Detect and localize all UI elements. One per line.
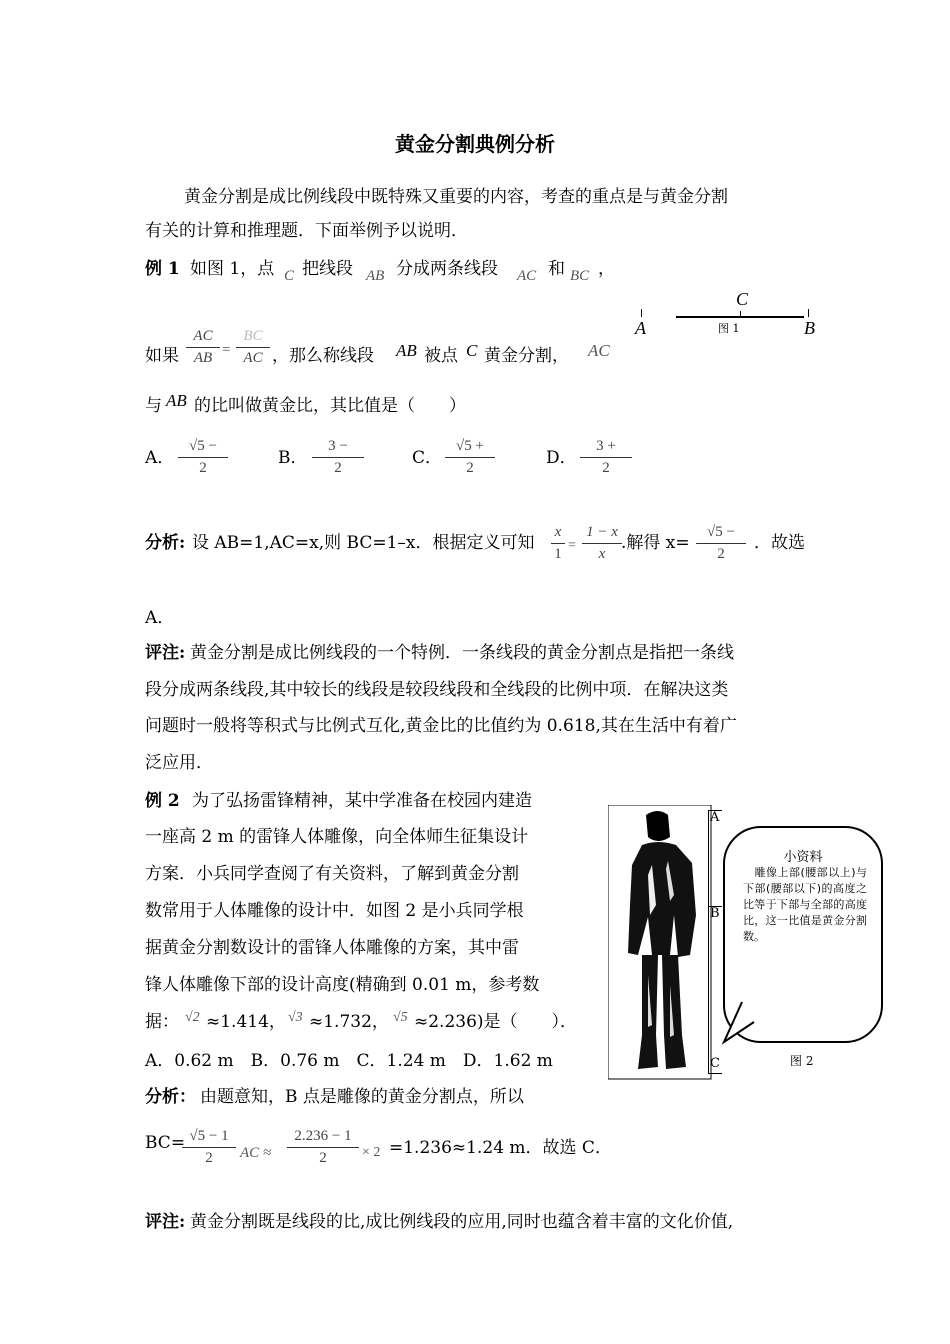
fraction-denominator: AB xyxy=(193,350,213,366)
option-a-fraction xyxy=(178,438,228,477)
fraction-bar xyxy=(182,1147,236,1148)
statue-image xyxy=(608,805,712,1080)
sqrt-2: √2 xyxy=(185,1010,200,1025)
option-a-label: A． xyxy=(145,448,175,468)
fraction-numeric xyxy=(287,1128,359,1167)
example1-text: 把线段 xyxy=(302,259,353,279)
example1-text: ， xyxy=(598,259,615,279)
var-bc: BC xyxy=(570,268,590,284)
fraction-1-minus-x xyxy=(582,524,622,563)
intro-line-2: 有关的计算和推理题．下面举例予以说明． xyxy=(145,221,468,241)
fraction-numerator: BC xyxy=(243,328,263,344)
fraction-numerator: 3 − xyxy=(328,438,348,454)
example2-line: 据： xyxy=(145,1012,179,1032)
example1-text: 与 xyxy=(145,396,162,416)
equals-sign: = xyxy=(222,342,231,358)
tick-c xyxy=(740,311,741,317)
fraction-bar xyxy=(186,347,220,348)
point-label-c: C xyxy=(736,289,749,309)
intro-line-1: 黄金分割是成比例线段中既特殊又重要的内容，考查的重点是与黄金分割 xyxy=(184,187,728,207)
option-b-fraction xyxy=(312,438,364,477)
var-ac-approx: AC ≈ xyxy=(240,1145,272,1161)
page-title: 黄金分割典例分析 xyxy=(395,132,555,156)
example2-line: 一座高 2 m 的雷锋人体雕像，向全体师生征集设计 xyxy=(145,827,529,847)
var-ab: AB xyxy=(396,341,417,360)
example1-text: ，那么称线段 xyxy=(272,346,374,366)
example2-label: 例 2 xyxy=(145,791,180,811)
analysis-text: 设 AB=1,AC=x,则 BC=1–x．根据定义可知 xyxy=(192,533,535,553)
analysis-label: 分析： xyxy=(145,1087,196,1107)
fraction-denominator: 2 xyxy=(199,460,207,476)
sqrt-5: √5 xyxy=(393,1010,408,1025)
analysis-label: 分析: xyxy=(145,533,186,553)
value-sqrt-2: ≈1.414， xyxy=(206,1012,286,1032)
option-b-label: B． xyxy=(278,448,308,468)
point-label-a: A xyxy=(635,318,646,338)
tick-a xyxy=(641,309,642,317)
example2-options: A．0.62 m B．0.76 m C．1.24 m D．1.62 m xyxy=(145,1051,553,1071)
analysis-answer: A． xyxy=(145,608,175,628)
option-d-fraction xyxy=(580,438,632,477)
example2-line: 锋人体雕像下部的设计高度(精确到 0.01 m，参考数 xyxy=(145,975,540,995)
fraction-x-1 xyxy=(551,524,565,563)
comment-line: 黄金分割是成比例线段的一个特例．一条线段的黄金分割点是指把一条线 xyxy=(190,643,734,663)
fraction-bar xyxy=(580,457,632,458)
bubble-text: 雕像上部(腰部以上)与下部(腰部以下)的高度之比等于下部与全部的高度比，这一比值是黄金分割数。 xyxy=(743,866,867,943)
fraction-ac-ab xyxy=(186,328,220,367)
fraction-denominator: 2 xyxy=(319,1150,327,1166)
fraction-numerator: x xyxy=(554,524,562,540)
comment-line: 问题时一般将等积式与比例式互化,黄金比的比值约为 0.618,其在生活中有着广 xyxy=(145,716,737,736)
example1-text: 和 xyxy=(548,259,565,279)
comment-line: 泛应用． xyxy=(145,753,213,773)
example1-label: 例 1 xyxy=(145,259,180,279)
fraction-denominator: 2 xyxy=(205,1150,213,1166)
fraction-denominator: x xyxy=(598,546,606,562)
example2-line: 数常用于人体雕像的设计中．如图 2 是小兵同学根 xyxy=(145,901,524,921)
fraction-bar xyxy=(312,457,364,458)
fraction-answer xyxy=(696,524,746,563)
fraction-sqrt5-minus-1 xyxy=(182,1128,236,1167)
value-sqrt-3: ≈1.732， xyxy=(309,1012,389,1032)
point-label-a: A xyxy=(710,810,720,825)
example1-text: 黄金分割， xyxy=(484,346,569,366)
var-ab: AB xyxy=(166,391,187,410)
var-ab: AB xyxy=(366,268,385,284)
example2-line: 为了弘扬雷锋精神，某中学准备在校园内建造 xyxy=(192,791,532,811)
point-label-c: C xyxy=(710,1056,720,1071)
fraction-denominator: 2 xyxy=(466,460,474,476)
fraction-bar xyxy=(236,347,270,348)
times-two: × 2 xyxy=(362,1145,381,1160)
example1-text: 的比叫做黄金比，其比值是（ ） xyxy=(194,396,466,416)
fraction-bc-ac xyxy=(236,328,270,367)
point-label-b: B xyxy=(804,318,815,338)
var-c: C xyxy=(466,341,478,360)
fraction-numerator: √5 + xyxy=(456,438,484,454)
fraction-denominator: 2 xyxy=(717,546,725,562)
sqrt-3: √3 xyxy=(288,1010,303,1025)
fraction-denominator: 2 xyxy=(334,460,342,476)
fraction-bar xyxy=(445,457,495,458)
point-label-b: B xyxy=(710,906,720,921)
example1-text: 被点 xyxy=(424,346,458,366)
analysis-text: .解得 x= xyxy=(621,533,690,553)
fraction-numerator: √5 − xyxy=(189,438,217,454)
comment-label: 评注: xyxy=(145,643,186,663)
fraction-numerator: 2.236 − 1 xyxy=(294,1128,352,1144)
fraction-numerator: √5 − 1 xyxy=(189,1128,229,1144)
comment-line: 黄金分割既是线段的比,成比例线段的应用,同时也蕴含着丰富的文化价值, xyxy=(190,1212,734,1232)
figure-1-caption: 图 1 xyxy=(718,322,740,335)
option-c-label: C． xyxy=(412,448,443,468)
comment-label: 评注: xyxy=(145,1212,186,1232)
var-ac: AC xyxy=(588,341,610,360)
example1-text: 如图 1，点 xyxy=(190,259,275,279)
fraction-bar xyxy=(287,1147,359,1148)
tick-b xyxy=(808,309,809,317)
example1-text: 分成两条线段 xyxy=(396,259,498,279)
fraction-numerator: AC xyxy=(193,328,213,344)
analysis-text: ．故选 xyxy=(754,533,805,553)
fraction-denominator: 2 xyxy=(602,460,610,476)
fraction-numerator: 1 − x xyxy=(586,524,618,540)
bubble-title: 小资料 xyxy=(783,850,823,865)
figure-2-caption: 图 2 xyxy=(790,1054,814,1068)
tick-c xyxy=(708,1073,722,1074)
fraction-denominator: AC xyxy=(243,350,263,366)
comment-line: 段分成两条线段,其中较长的线段是较段线段和全线段的比例中项．在解决这类 xyxy=(145,680,729,700)
var-ac: AC xyxy=(517,268,537,284)
var-c: C xyxy=(284,268,295,284)
fraction-bar xyxy=(551,543,565,544)
option-c-fraction xyxy=(445,438,495,477)
example2-line: 据黄金分割数设计的雷锋人体雕像的方案，其中雷 xyxy=(145,938,519,958)
example2-line: 方案．小兵同学查阅了有关资料，了解到黄金分割 xyxy=(145,864,519,884)
fraction-bar xyxy=(178,457,228,458)
fraction-denominator: 1 xyxy=(554,546,562,562)
analysis-text: 由题意知，B 点是雕像的黄金分割点，所以 xyxy=(200,1087,524,1107)
height-line xyxy=(708,810,709,1074)
fraction-bar xyxy=(696,543,746,544)
example1-text: 如果 xyxy=(145,346,179,366)
option-d-label: D． xyxy=(546,448,577,468)
analysis-text: BC= xyxy=(145,1133,186,1153)
fraction-numerator: 3 + xyxy=(596,438,616,454)
equals-sign: = xyxy=(568,538,576,553)
fraction-numerator: √5 − xyxy=(707,524,735,540)
fraction-bar xyxy=(582,543,622,544)
value-sqrt-5: ≈2.236)是（ ）． xyxy=(414,1012,578,1032)
analysis-result: =1.236≈1.24 m．故选 C． xyxy=(389,1138,612,1158)
bubble-tail xyxy=(718,1000,758,1046)
